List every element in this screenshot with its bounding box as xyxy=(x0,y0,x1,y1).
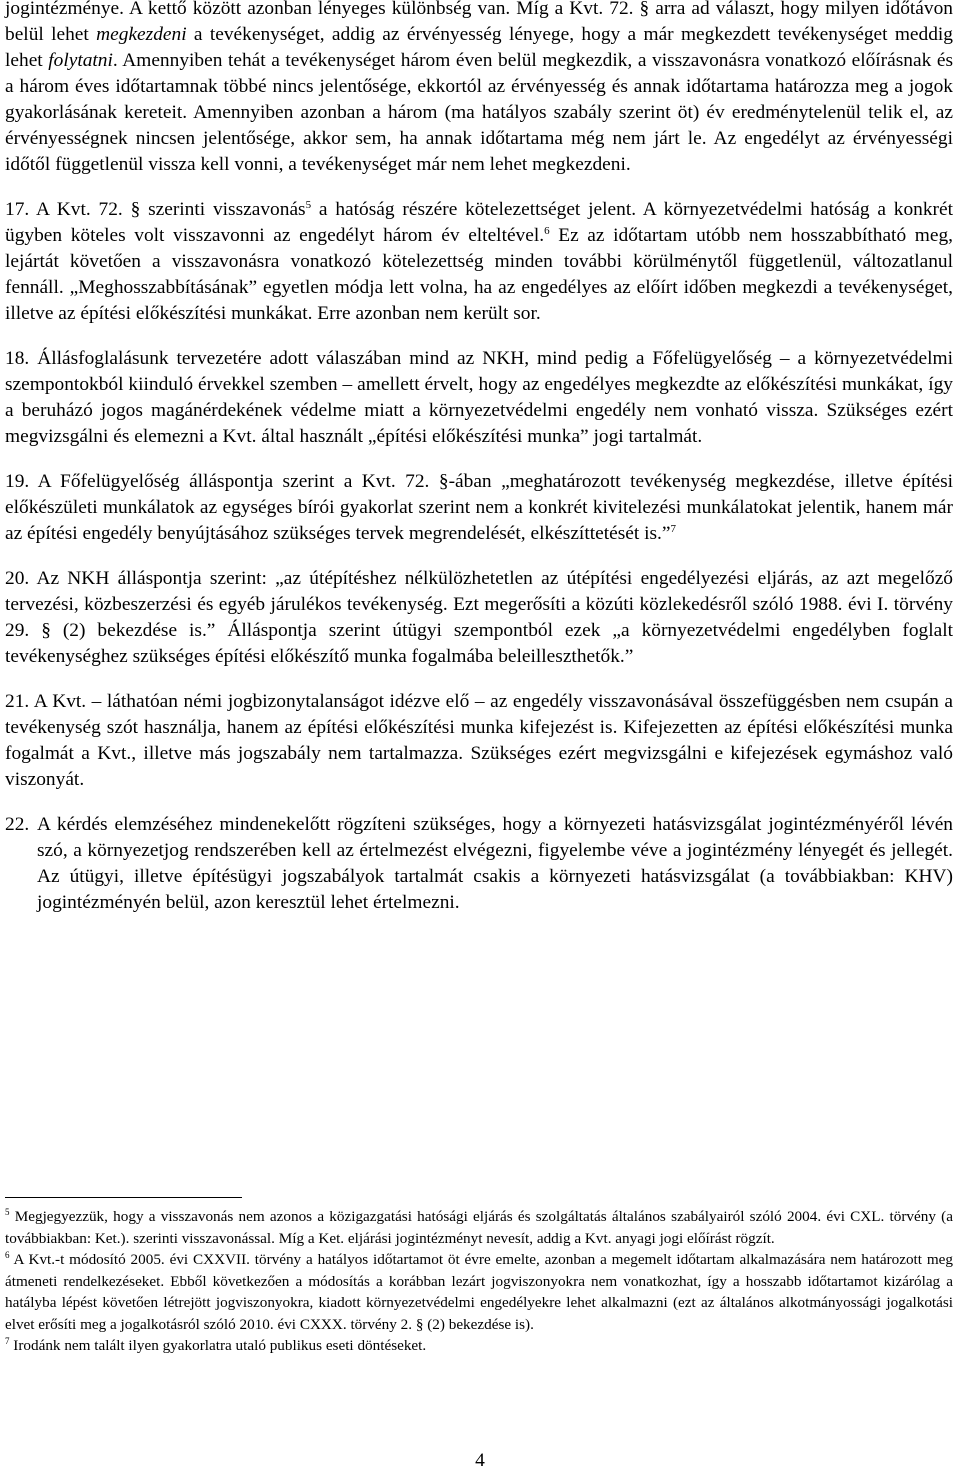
footnote-ref-6[interactable]: 6 xyxy=(544,225,550,237)
footnote-mark: 5 xyxy=(5,1207,10,1217)
text-run: jogintézménye. A kettő között azonban lényeges különbség van. Míg a Kvt. 72. § arra ad választ, hogy milyen időtávon belül lehet xyxy=(5,0,953,45)
paragraph-intro xyxy=(5,0,953,178)
text-run: A kérdés elemzéséhez mindenekelőtt rögzíteni szükséges, hogy a környezeti hatásvizsgálat jogintézményéről lévén szó, a környezetjog rendszerében kell az értelmezést elvégezni, figyelembe véve a jogintézmény lényegét és jellegét. Az útügyi, illetve építésügyi jogszabályok tartalmát csakis a környezeti hatásvizsgálat (a továbbiakban: KHV) jogintézményén belül, azon keresztül lehet értelmezni. xyxy=(37,814,953,913)
footnote-ref-7[interactable]: 7 xyxy=(670,523,676,535)
emphasis-megkezdeni: megkezdeni xyxy=(96,24,187,45)
page-number: 4 xyxy=(475,1450,485,1471)
paragraph-number: 18. xyxy=(5,348,38,369)
footnotes xyxy=(5,1206,953,1357)
text-run: Állásfoglalásunk tervezetére adott válaszában mind az NKH, mind pedig a Főfelügyelőség – a környezetvédelmi szempontokból kiinduló érvekkel szemben – amellett érvelt, hogy az engedélyes megkezdte az előkészítési munkákat, így a beruházó jogos magánérdekének védelme miatt a környezetvédelmi engedély nem vonható vissza. Szükséges ezért megvizsgálni és elemezni a Kvt. által használt „építési előkészítési munka” jogi tartalmát. xyxy=(5,348,953,447)
paragraph-number: 17. xyxy=(5,199,36,220)
text-run: Az NKH álláspontja szerint: „az útépítéshez nélkülözhetetlen az útépítési engedélyezési eljárás, az azt megelőző tervezési, közbeszerzési és egyéb járulékos tevékenység. Ezt megerősíti a közúti közlekedésről szóló 1988. évi I. törvény 29. § (2) bekezdése is.” Álláspontja szerint útügyi szempontból ezek „a környezetvédelmi engedélyben foglalt tevékenységhez szükséges építési előkészítő munka fogalmába beleilleszthetők.” xyxy=(5,568,954,667)
footnote-5 xyxy=(5,1206,953,1249)
text-run: . Amennyiben tehát a tevékenységet három éven belül megkezdik, a visszavonásra vonatkozó előírásnak és a három éves időtartamnak többé nincs jelentősége, ekkortól az érvényesség és annak időtartama határozza meg a jogok gyakorlásának kereteit. Amennyiben azonban a három (ma hatályos szabály szerint öt) év eredménytelenül telik el, az érvényességnek nincsen jelentősége, akkor sem, ha annak időtartama még nem járt le. Az engedélyt az érvényességi időtől függetlenül vissza kell vonni, a tevékenységet már nem lehet megkezdeni. xyxy=(5,50,953,175)
footnote-separator xyxy=(5,1197,242,1198)
text-run: A Főfelügyelőség álláspontja szerint a Kvt. 72. §-ában „meghatározott tevékenység megkezdése, illetve építési előkészületi munkálatok az egységes bírói gyakorlat szerint nem a konkrét kivitelezési munkálatokat jelentik, hanem már az építési engedély benyújtásához szükséges tervek megrendelését, elkészíttetését is.” xyxy=(5,471,953,544)
footnote-mark: 6 xyxy=(5,1250,10,1260)
paragraph-number: 21. xyxy=(5,691,34,712)
paragraph-number: 19. xyxy=(5,471,38,492)
paragraph-22 xyxy=(5,812,953,916)
text-run: A Kvt. – láthatóan némi jogbizonytalanságot idézve elő – az engedély visszavonásával összefüggésben nem csupán a tevékenység szót használja, hanem az építési előkészítési munka kifejezést is. Kifejezetten az építési előkészítési munka fogalmát a Kvt., illetve más jogszabály nem tartalmazza. Szükséges ezért megvizsgálni e kifejezések egymáshoz való viszonyát. xyxy=(5,691,954,790)
paragraph-19 xyxy=(5,469,953,547)
footnote-6 xyxy=(5,1249,953,1335)
footnote-mark: 7 xyxy=(5,1336,10,1346)
main-text xyxy=(5,0,953,916)
text-run: A Kvt. 72. § szerinti visszavonás xyxy=(36,199,306,220)
footnote-text: Irodánk nem talált ilyen gyakorlatra utaló publikus eseti döntéseket. xyxy=(9,1337,427,1354)
footnote-text: Megjegyezzük, hogy a visszavonás nem azonos a közigazgatási hatósági eljárás és szolgáltatás általános szabályairól szóló 2004. évi CXL. törvény (a továbbiakban: Ket.). szerinti visszavonással. Míg a Ket. eljárási jogintézményt nevesít, addig a Kvt. anyagi jogi előírást rögzít. xyxy=(5,1208,953,1247)
paragraph-number: 20. xyxy=(5,568,37,589)
emphasis-folytatni: folytatni xyxy=(48,50,113,71)
paragraph-number: 22. xyxy=(5,814,30,835)
text-run: a hatóság részére kötelezettséget jelent. A környezetvédelmi hatóság a konkrét ügyben köteles volt visszavonni az engedélyt három év elteltével. xyxy=(5,199,954,246)
paragraph-17 xyxy=(5,197,953,327)
footnote-text: A Kvt.-t módosító 2005. évi CXXVII. törvény a hatályos időtartamot öt évre emelte, azonban a megemelt időtartam alkalmazására nem határozott meg átmeneti rendelkezéseket. Ebből következően a módosítás a korábban lezárt jogviszonyokra nem vonatkozhat, így a hosszabb időtartamot kizárólag a hatályba lépést követően létrejött jogviszonyokra, kiadott környezetvédelmi engedélyekre lehet alkalmazni (ezt az általános alkotmányossági jogalkotási elvet erősíti meg a jogalkotásról szóló 2010. évi CXXX. törvény 2. § (2) bekezdése is). xyxy=(5,1251,953,1333)
text-run: a tevékenységet, addig az érvényesség lényege, hogy a már megkezdett tevékenységet meddig lehet xyxy=(5,24,954,71)
footnote-7 xyxy=(5,1335,953,1357)
paragraph-18 xyxy=(5,346,953,450)
footnote-ref-5[interactable]: 5 xyxy=(305,199,312,211)
text-run: Ez az időtartam utóbb nem hosszabbítható meg, lejártát követően a visszavonásra vonatkozó kötelezettség minden további körülménytől függetlenül, változatlanul fennáll. „Meghosszabbításának” egyetlen módja lett volna, ha az engedélyes az előírt időben megkezdi a tevékenységet, illetve az építési előkészítési munkákat. Erre azonban nem került sor. xyxy=(5,225,953,324)
paragraph-20 xyxy=(5,566,953,670)
paragraph-21 xyxy=(5,689,953,793)
